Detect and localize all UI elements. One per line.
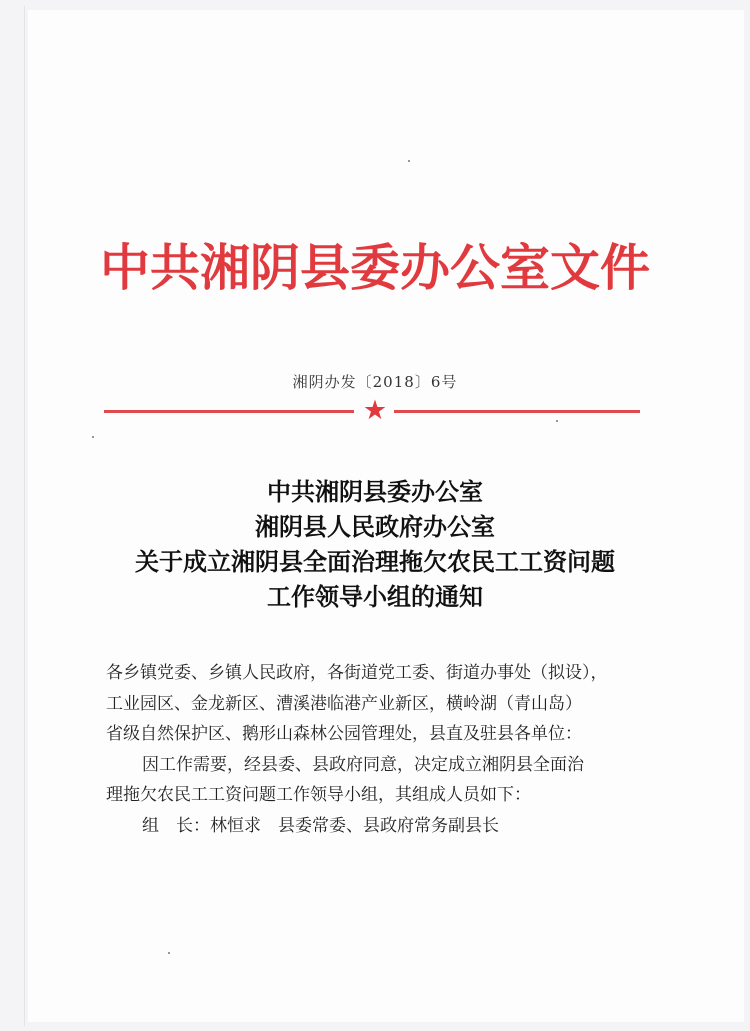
addressee-line: 省级自然保护区、鹅形山森林公园管理处，县直及驻县各单位： [106,724,582,744]
red-rule-right [394,410,640,413]
scan-speck [556,420,558,422]
notice-title-line: 中共湘阴县委办公室 [267,477,483,506]
document-number: 湘阴办发〔2018〕6号 [292,373,458,391]
notice-title-line: 关于成立湘阴县全面治理拖欠农民工工资问题 [135,547,615,576]
scan-speck [92,436,94,438]
addressee-line: 各乡镇党委、乡镇人民政府，各街道党工委、街道办事处（拟设）， [106,663,608,683]
document-header-title: 中共湘阴县委办公室文件 [100,238,650,297]
notice-title-line: 湘阴县人民政府办公室 [255,512,495,541]
notice-title [0,474,750,614]
notice-body [106,658,646,841]
scan-speck [168,952,170,954]
paragraph-line: 因工作需要，经县委、县政府同意，决定成立湘阴县全面治 [142,754,584,775]
paragraph-line: 理拖欠农民工工资问题工作领导小组，其组成人员如下： [106,785,531,805]
scan-speck [408,160,410,162]
notice-title-line: 工作领导小组的通知 [267,582,483,611]
star-icon: ★ [362,395,388,426]
red-rule-left [104,410,354,413]
leader-line: 组 长：林恒求 县委常委、县政府常务副县长 [142,815,499,836]
addressee-line: 工业园区、金龙新区、漕溪港临港产业新区，横岭湖（青山岛） [106,693,582,714]
